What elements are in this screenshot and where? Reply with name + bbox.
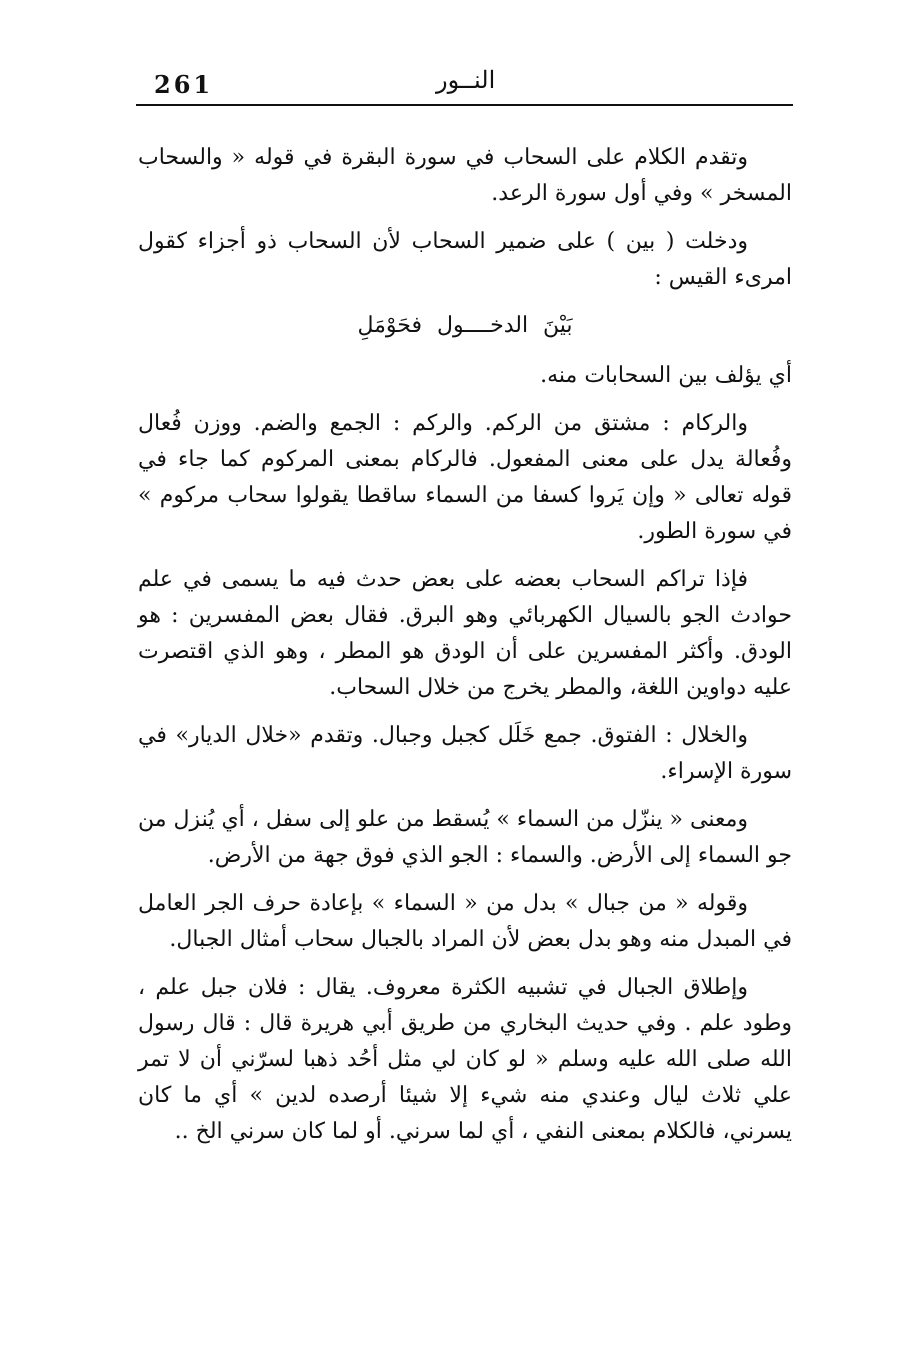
page-number: 261: [154, 70, 214, 99]
paragraph: والخلال : الفتوق. جمع خَلَل كجبل وجبال. وتقدم «خلال الديار» في سورة الإسراء.: [138, 723, 792, 784]
paragraph: ومعنى « ينزّل من السماء » يُسقط من علو إلى سفل ، أي يُنزل من جو السماء إلى الأرض. والسماء : الجو الذي فوق جهة من الأرض.: [138, 807, 792, 868]
running-title: النــور: [436, 66, 496, 94]
verse-explanation: أي يؤلف بين السحابات منه.: [540, 363, 792, 388]
verse-line: بَيْنَ الدخــــول فحَوْمَلِ: [357, 313, 573, 338]
paragraph: وإطلاق الجبال في تشبيه الكثرة معروف. يقال : فلان جبل علم ، وطود علم . وفي حديث البخاري من طريق أبي هريرة قال : قال رسول الله صلى الله عليه وسلم « لو كان لي مثل أحُد ذهبا لسرّني أن لا تمر علي ثلاث ليال وعندي منه شيء إلا شيئا أرصده لدين » أي ما كان يسرني، فالكلام بمعنى النفي ، أي لما سرني. أو لما كان سرني الخ ..: [138, 975, 792, 1144]
body-text: [138, 140, 792, 1162]
paragraph: ودخلت ( بين ) على ضمير السحاب لأن السحاب ذو أجزاء كقول امرىء القيس :: [138, 229, 792, 290]
page-header: [136, 62, 793, 106]
paragraph: فإذا تراكم السحاب بعضه على بعض حدث فيه ما يسمى في علم حوادث الجو بالسيال الكهربائي وهو البرق. فقال بعض المفسرين : هو الودق. وأكثر المفسرين على أن الودق هو المطر ، وهو الذي اقتصرت عليه دواوين اللغة، والمطر يخرج من خلال السحاب.: [138, 567, 792, 700]
paragraph: وقوله « من جبال » بدل من « السماء » بإعادة حرف الجر العامل في المبدل منه وهو بدل بعض لأن المراد بالجبال سحاب أمثال الجبال.: [138, 891, 792, 952]
paragraph: وتقدم الكلام على السحاب في سورة البقرة في قوله « والسحاب المسخر » وفي أول سورة الرعد.: [138, 145, 792, 206]
paragraph: والركام : مشتق من الركم. والركم : الجمع والضم. ووزن فُعال وفُعالة يدل على معنى المفعول. فالركام بمعنى المركوم كما جاء في قوله تعالى « وإن يَروا كسفا من السماء ساقطا يقولوا سحاب مركوم » في سورة الطور.: [138, 411, 792, 544]
